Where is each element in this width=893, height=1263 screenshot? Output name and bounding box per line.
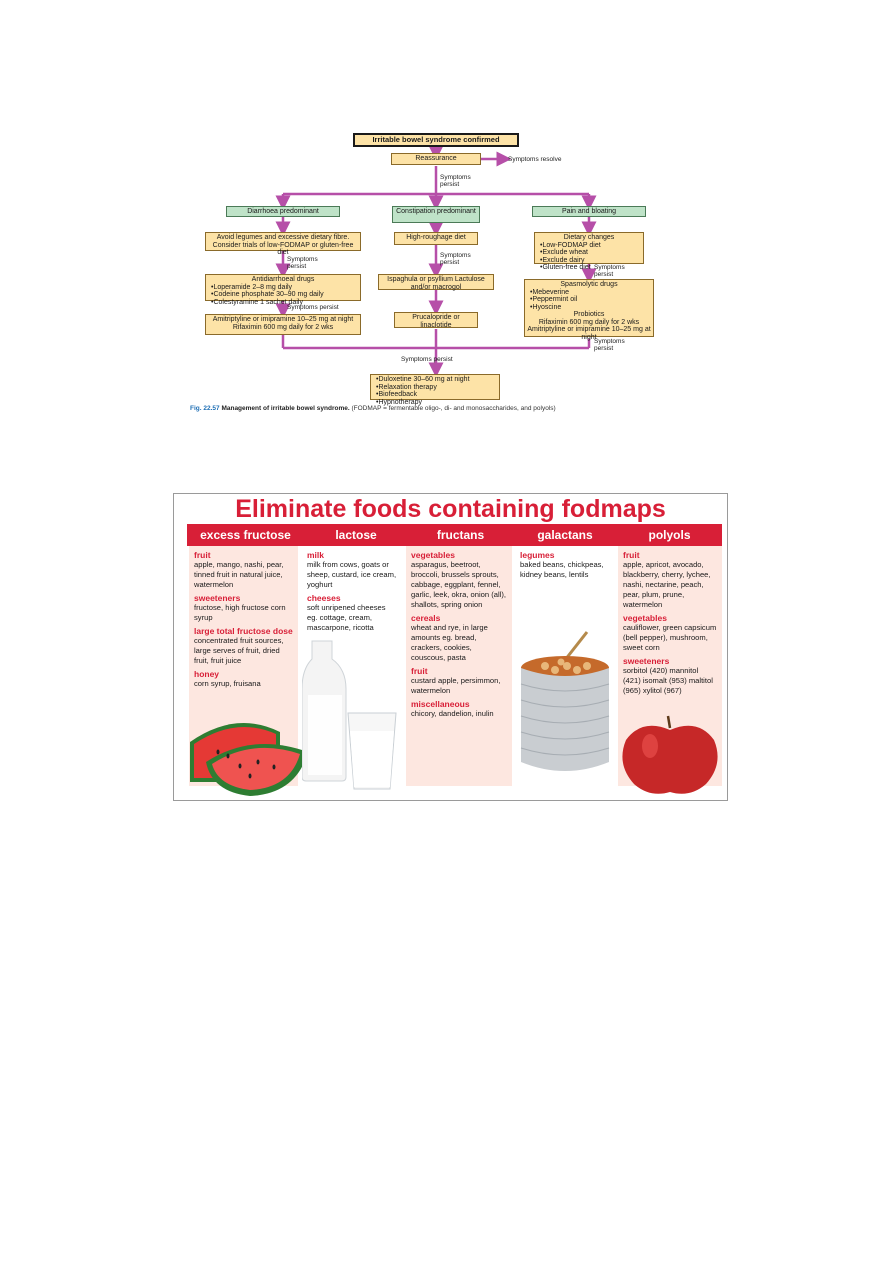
list-item: • Exclude wheat: [540, 249, 641, 257]
antidiarrhoeal-list: [208, 284, 358, 307]
constipation-step1: High-roughage diet: [394, 232, 478, 245]
list-item: • Duloxetine 30–60 mg at night: [376, 376, 497, 384]
section-text: corn syrup, fruisana: [194, 679, 261, 688]
final-list: [373, 376, 497, 406]
section-heading: cheeses: [307, 593, 341, 603]
section-heading: large total fructose dose: [194, 626, 293, 636]
spasmolytic-list: [527, 289, 651, 312]
section-text: apple, mango, nashi, pear, tinned fruit in natural juice, watermelon: [194, 560, 284, 589]
milk-image: [302, 639, 406, 795]
spasmolytic-title: Spasmolytic drugs: [560, 281, 618, 288]
probiotics-line: Probiotics: [573, 311, 605, 318]
section-text: baked beans, chickpeas, kidney beans, lentils: [520, 560, 604, 579]
rifaximin-line: Rifaximin 600 mg daily for 2 wks: [538, 318, 640, 326]
diarrhoea-step1: Avoid legumes and excessive dietary fibre. Consider trials of low-FODMAP or gluten-free diet: [205, 232, 361, 251]
section-heading: sweeteners: [623, 656, 670, 666]
reassurance-box: Reassurance: [391, 153, 481, 165]
section-heading: fruit: [623, 550, 640, 560]
section-text: asparagus, beetroot, broccoli, brussels sprouts, cabbage, eggplant, fennel, garlic, leek, okra, onion (all), shallots, spring onion: [411, 560, 506, 609]
pain-persist-1: Symptoms persist: [594, 264, 625, 278]
list-item: • Biofeedback: [376, 391, 497, 399]
list-item: • Hypnotherapy: [376, 399, 497, 407]
constipation-persist-1: Symptoms persist: [440, 252, 471, 266]
constipation-step2: Ispaghula or psyllium Lactulose and/or macrogol: [378, 274, 494, 290]
section-heading: fruit: [194, 550, 211, 560]
list-item: • Peppermint oil: [530, 296, 651, 304]
ibs-flowchart: [186, 128, 686, 418]
section-heading: vegetables: [623, 613, 667, 623]
list-item: • Codeine phosphate 30–90 mg daily: [211, 291, 358, 299]
section-text: apple, apricot, avocado, blackberry, cherry, lychee, nashi, nectarine, peach, pear, plum, prune, watermelon: [623, 560, 711, 609]
baked-beans-image: [515, 624, 615, 780]
symptoms-persist-label: Symptoms persist: [440, 174, 471, 188]
figure-title: Management of irritable bowel syndrome.: [221, 405, 350, 412]
diarrhoea-persist-1: Symptoms persist: [287, 256, 318, 270]
diarrhoea-header: Diarrhoea predominant: [226, 206, 340, 217]
section-text: milk from cows, goats or sheep, custard, ice cream, yoghurt: [307, 560, 397, 589]
section-heading: legumes: [520, 550, 555, 560]
list-item: • Hyoscine: [530, 304, 651, 312]
list-item: • Colestyramine 1 sachet daily: [211, 299, 358, 307]
section-heading: fruit: [411, 666, 428, 676]
section-heading: milk: [307, 550, 325, 560]
list-item: • Relaxation therapy: [376, 384, 497, 392]
column-fructans: [406, 546, 512, 786]
section-text: cauliflower, green capsicum (bell pepper), mushroom, sweet corn: [623, 623, 717, 652]
symptoms-resolve-label: Symptoms resolve: [508, 156, 562, 163]
list-item: • Mebeverine: [530, 289, 651, 297]
column-header-fructose: excess fructose: [200, 528, 291, 542]
list-item: • Low-FODMAP diet: [540, 242, 641, 250]
column-header-lactose: lactose: [335, 528, 377, 542]
list-item: • Loperamide 2–8 mg daily: [211, 284, 358, 292]
section-heading: miscellaneous: [411, 699, 470, 709]
final-step-box: [370, 374, 500, 406]
section-text: custard apple, persimmon, watermelon: [411, 676, 501, 695]
section-heading: cereals: [411, 613, 441, 623]
column-header-polyols: polyols: [648, 528, 691, 542]
apple-image: [618, 714, 724, 798]
column-header-fructans: fructans: [436, 528, 485, 542]
figure-caption: [190, 405, 710, 412]
constipation-step3: Prucalopride or linaclotide: [394, 312, 478, 328]
column-header-galactans: galactans: [537, 528, 593, 542]
amitriptyline-line: Amitriptyline or imipramine 10–25 mg at night: [527, 326, 651, 341]
pain-step2: [524, 279, 654, 341]
antidiarrhoeal-title: Antidiarrhoeal drugs: [251, 276, 315, 283]
figure-note: (FODMAP = fermentable oligo-, di- and monosaccharides, and polyols): [351, 405, 556, 412]
poster-header-bar: [187, 524, 722, 546]
diarrhoea-step3: Amitriptyline or imipramine 10–25 mg at night Rifaximin 600 mg daily for 2 wks: [205, 314, 361, 335]
list-item: • Exclude dairy: [540, 257, 641, 265]
watermelon-image: [188, 712, 312, 798]
section-text: fructose, high fructose corn syrup: [194, 603, 286, 622]
figure-number: Fig. 22.57: [190, 405, 220, 412]
section-heading: vegetables: [411, 550, 455, 560]
constipation-header: Constipation predominant: [392, 206, 480, 223]
pain-header: Pain and bloating: [532, 206, 646, 217]
section-heading: sweeteners: [194, 593, 241, 603]
poster-title: Eliminate foods containing fodmaps: [235, 495, 666, 523]
diarrhoea-step2: [205, 274, 361, 306]
diarrhoea-persist-2: Symptoms persist: [287, 304, 339, 311]
section-heading: honey: [194, 669, 220, 679]
section-text: soft unripened cheeses eg. cottage, cream, mascarpone, ricotta: [307, 603, 386, 632]
section-text: concentrated fruit sources, large serves of fruit, dried fruit, fruit juice: [194, 636, 284, 665]
flow-title-box: Irritable bowel syndrome confirmed: [353, 133, 519, 147]
fodmap-poster: [173, 493, 728, 801]
section-text: wheat and rye, in large amounts eg. bread, crackers, cookies, couscous, pasta: [411, 623, 488, 662]
pain-persist-2: Symptoms persist: [594, 338, 625, 352]
section-text: sorbitol (420) mannitol (421) isomalt (953) maltitol (965) xylitol (967): [623, 666, 713, 695]
final-persist-label: Symptoms persist: [401, 356, 453, 363]
section-text: chicory, dandelion, inulin: [411, 709, 494, 718]
list-item: • Gluten-free diet: [540, 264, 641, 272]
dietary-changes-title: Dietary changes: [563, 234, 615, 241]
